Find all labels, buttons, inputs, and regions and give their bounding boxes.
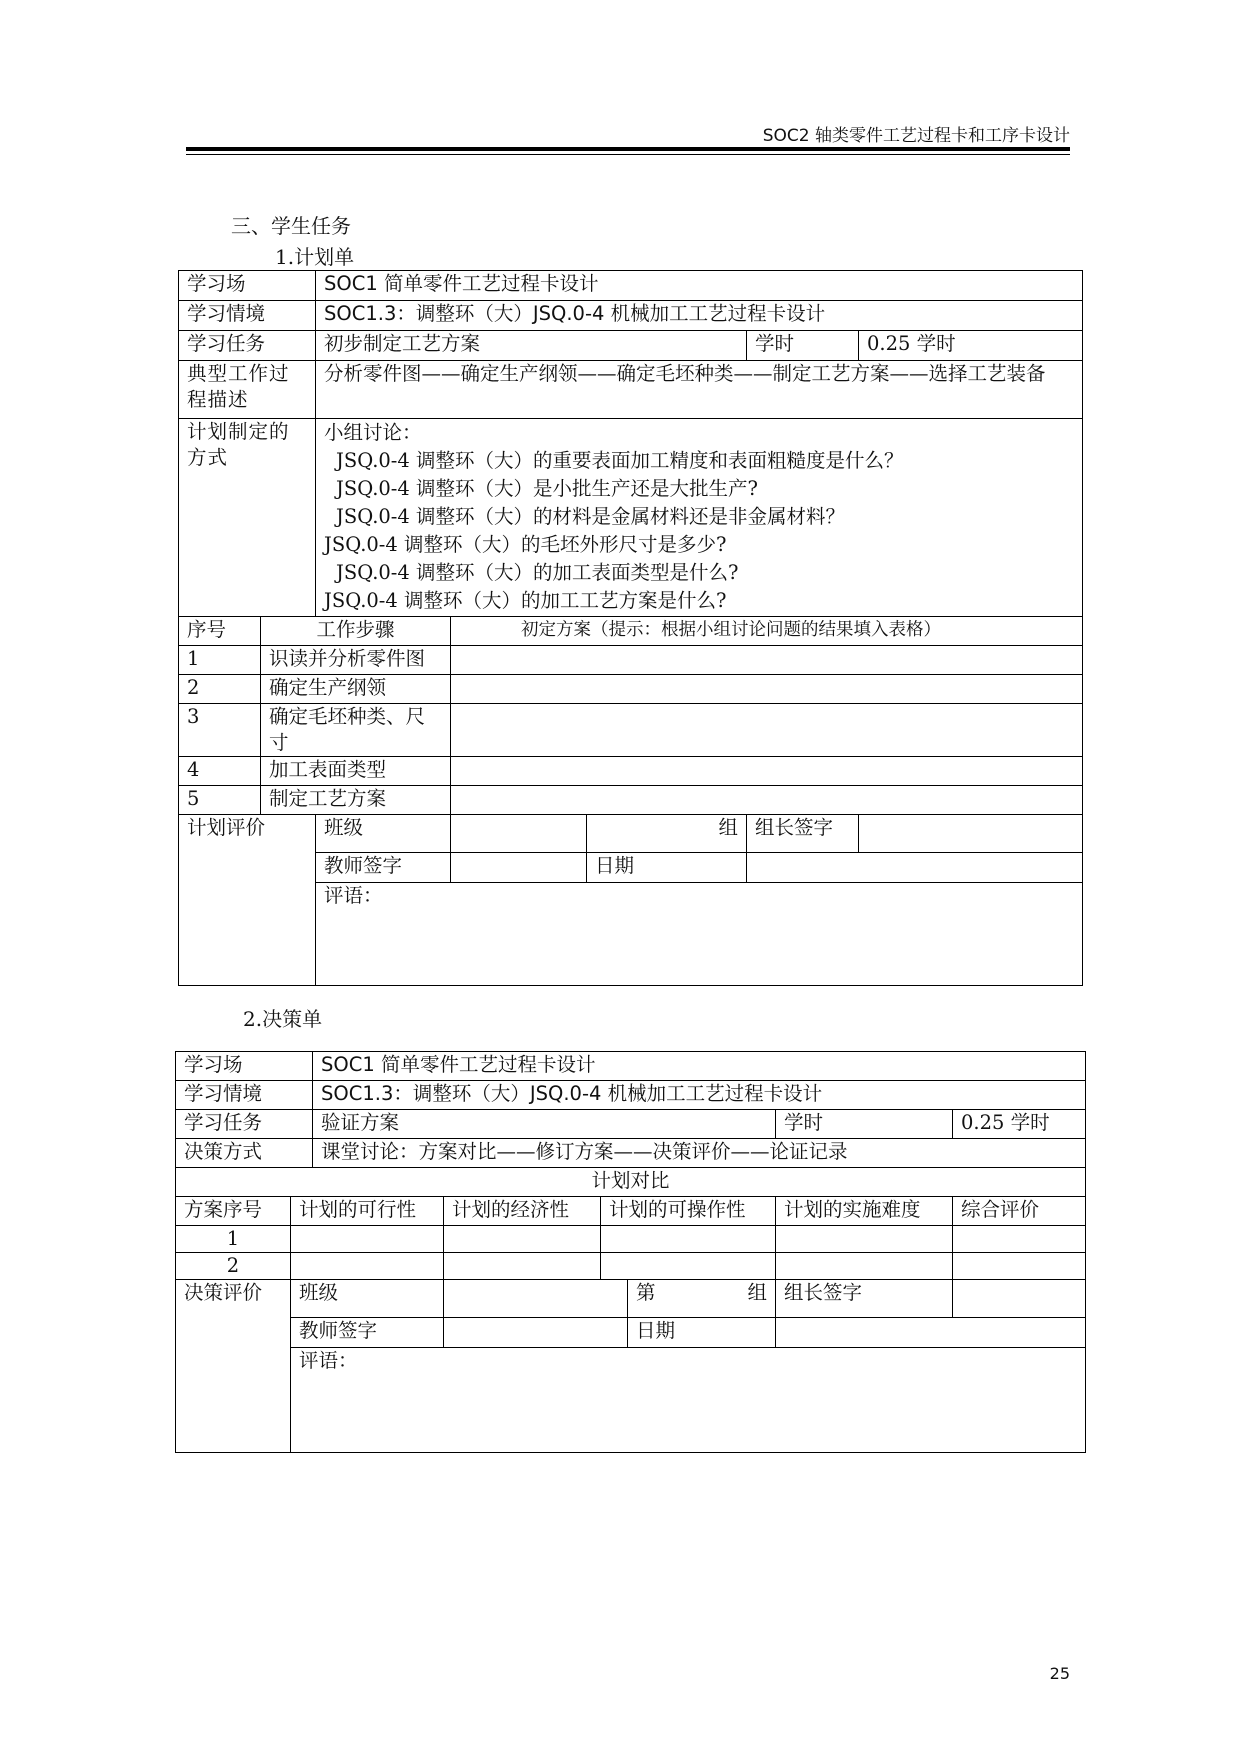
plan-situation-value: SOC1.3：调整环（大）JSQ.0-4 机械加工工艺过程卡设计 xyxy=(316,301,1083,331)
plan-situation-label: 学习情境 xyxy=(179,301,316,331)
plan-question: JSQ.0-4 调整环（大）的毛坯外形尺寸是多少? xyxy=(324,533,727,556)
header-rule-thin xyxy=(186,154,1070,155)
decision-teacher-label: 教师签字 xyxy=(291,1318,444,1348)
plan-col-step: 工作步骤 xyxy=(261,617,451,646)
decision-col-header: 计划的可操作性 xyxy=(601,1197,776,1226)
plan-col-plan: 初定方案（提示：根据小组讨论问题的结果填入表格） xyxy=(451,617,1083,646)
plan-process-label: 典型工作过程描述 xyxy=(179,361,316,419)
plan-table xyxy=(178,270,1083,986)
decision-col-header: 综合评价 xyxy=(953,1197,1086,1226)
header-rule-thick xyxy=(186,147,1070,151)
plan-teacher-label: 教师签字 xyxy=(316,853,451,883)
decision-hours-label: 学时 xyxy=(776,1110,953,1139)
step-plan-cell[interactable] xyxy=(451,646,1083,675)
step-no: 2 xyxy=(179,675,261,704)
decision-cell[interactable] xyxy=(601,1253,776,1280)
plan-date-label: 日期 xyxy=(587,853,747,883)
plan-class-cell[interactable] xyxy=(451,815,587,853)
step-plan-cell[interactable] xyxy=(451,704,1083,757)
decision-cell[interactable] xyxy=(601,1226,776,1253)
decision-row-no: 1 xyxy=(176,1226,291,1253)
plan-field-label: 学习场 xyxy=(179,271,316,301)
plan-hours-label: 学时 xyxy=(747,331,859,361)
plan-question: JSQ.0-4 调整环（大）的重要表面加工精度和表面粗糙度是什么？ xyxy=(336,449,904,472)
plan-question: JSQ.0-4 调整环（大）的加工表面类型是什么? xyxy=(336,561,739,584)
decision-class-label: 班级 xyxy=(291,1280,444,1318)
decision-field-label: 学习场 xyxy=(176,1052,313,1081)
decision-col-header: 计划的经济性 xyxy=(444,1197,601,1226)
plan-task-value: 初步制定工艺方案 xyxy=(316,331,747,361)
decision-cell[interactable] xyxy=(291,1226,444,1253)
plan-method-intro: 小组讨论： xyxy=(324,421,422,444)
plan-comment[interactable]: 评语： xyxy=(316,883,1083,986)
decision-col-header: 方案序号 xyxy=(176,1197,291,1226)
step-plan-cell[interactable] xyxy=(451,675,1083,704)
decision-group-label: 组 xyxy=(747,1281,768,1304)
step-no: 4 xyxy=(179,757,261,786)
decision-cell[interactable] xyxy=(953,1226,1086,1253)
plan-eval-label: 计划评价 xyxy=(179,815,316,986)
running-header: SOC2 轴类零件工艺过程卡和工序卡设计 xyxy=(762,126,1070,146)
decision-heading: 2.决策单 xyxy=(243,1007,323,1031)
decision-date-label: 日期 xyxy=(628,1318,776,1348)
plan-field-value: SOC1 简单零件工艺过程卡设计 xyxy=(316,271,1083,301)
plan-leader-cell[interactable] xyxy=(859,815,1083,853)
plan-col-no: 序号 xyxy=(179,617,261,646)
step-name: 制定工艺方案 xyxy=(261,786,451,815)
plan-hours-value: 0.25 学时 xyxy=(859,331,1083,361)
step-no: 5 xyxy=(179,786,261,815)
page-number: 25 xyxy=(1049,1664,1070,1683)
decision-cell[interactable] xyxy=(776,1226,953,1253)
step-no: 3 xyxy=(179,704,261,757)
decision-table xyxy=(175,1051,1086,1453)
decision-cell[interactable] xyxy=(444,1253,601,1280)
decision-method-value: 课堂讨论：方案对比——修订方案——决策评价——论证记录 xyxy=(313,1139,1086,1168)
decision-task-value: 验证方案 xyxy=(313,1110,776,1139)
step-plan-cell[interactable] xyxy=(451,757,1083,786)
plan-question: JSQ.0-4 调整环（大）是小批生产还是大批生产? xyxy=(336,477,758,500)
decision-col-header: 计划的实施难度 xyxy=(776,1197,953,1226)
plan-question: JSQ.0-4 调整环（大）的材料是金属材料还是非金属材料？ xyxy=(336,505,846,528)
decision-method-label: 决策方式 xyxy=(176,1139,313,1168)
decision-task-label: 学习任务 xyxy=(176,1110,313,1139)
decision-date-cell[interactable] xyxy=(776,1318,1086,1348)
decision-row-no: 2 xyxy=(176,1253,291,1280)
decision-cell[interactable] xyxy=(444,1226,601,1253)
decision-leader-label: 组长签字 xyxy=(776,1280,953,1318)
plan-class-label: 班级 xyxy=(316,815,451,853)
decision-situation-value: SOC1.3：调整环（大）JSQ.0-4 机械加工工艺过程卡设计 xyxy=(313,1081,1086,1110)
plan-date-cell[interactable] xyxy=(747,853,1083,883)
plan-question: JSQ.0-4 调整环（大）的加工工艺方案是什么? xyxy=(324,589,727,612)
decision-teacher-cell[interactable] xyxy=(444,1318,628,1348)
plan-method-label: 计划制定的方式 xyxy=(179,419,316,617)
plan-process-value: 分析零件图——确定生产纲领——确定毛坯种类——制定工艺方案——选择工艺装备 xyxy=(316,361,1083,419)
plan-task-label: 学习任务 xyxy=(179,331,316,361)
decision-class-cell[interactable] xyxy=(444,1280,628,1318)
plan-heading: 1.计划单 xyxy=(275,245,355,269)
step-plan-cell[interactable] xyxy=(451,786,1083,815)
decision-leader-cell[interactable] xyxy=(953,1280,1086,1318)
decision-col-header: 计划的可行性 xyxy=(291,1197,444,1226)
step-no: 1 xyxy=(179,646,261,675)
step-name: 识读并分析零件图 xyxy=(261,646,451,675)
decision-group-prefix: 第 xyxy=(636,1281,656,1304)
decision-hours-value: 0.25 学时 xyxy=(953,1110,1086,1139)
plan-leader-label: 组长签字 xyxy=(747,815,859,853)
decision-cell[interactable] xyxy=(953,1253,1086,1280)
step-name: 确定毛坯种类、尺寸 xyxy=(261,704,451,757)
decision-field-value: SOC1 简单零件工艺过程卡设计 xyxy=(313,1052,1086,1081)
section-title: 三、学生任务 xyxy=(231,214,351,238)
decision-situation-label: 学习情境 xyxy=(176,1081,313,1110)
plan-teacher-cell[interactable] xyxy=(451,853,587,883)
decision-group-cell xyxy=(628,1280,776,1318)
plan-group-label: 组 xyxy=(587,815,747,853)
decision-cell[interactable] xyxy=(291,1253,444,1280)
step-name: 加工表面类型 xyxy=(261,757,451,786)
decision-compare-title: 计划对比 xyxy=(176,1168,1086,1197)
decision-comment[interactable]: 评语： xyxy=(291,1348,1086,1453)
plan-method-content xyxy=(316,419,1083,617)
decision-eval-label: 决策评价 xyxy=(176,1280,291,1453)
decision-cell[interactable] xyxy=(776,1253,953,1280)
step-name: 确定生产纲领 xyxy=(261,675,451,704)
